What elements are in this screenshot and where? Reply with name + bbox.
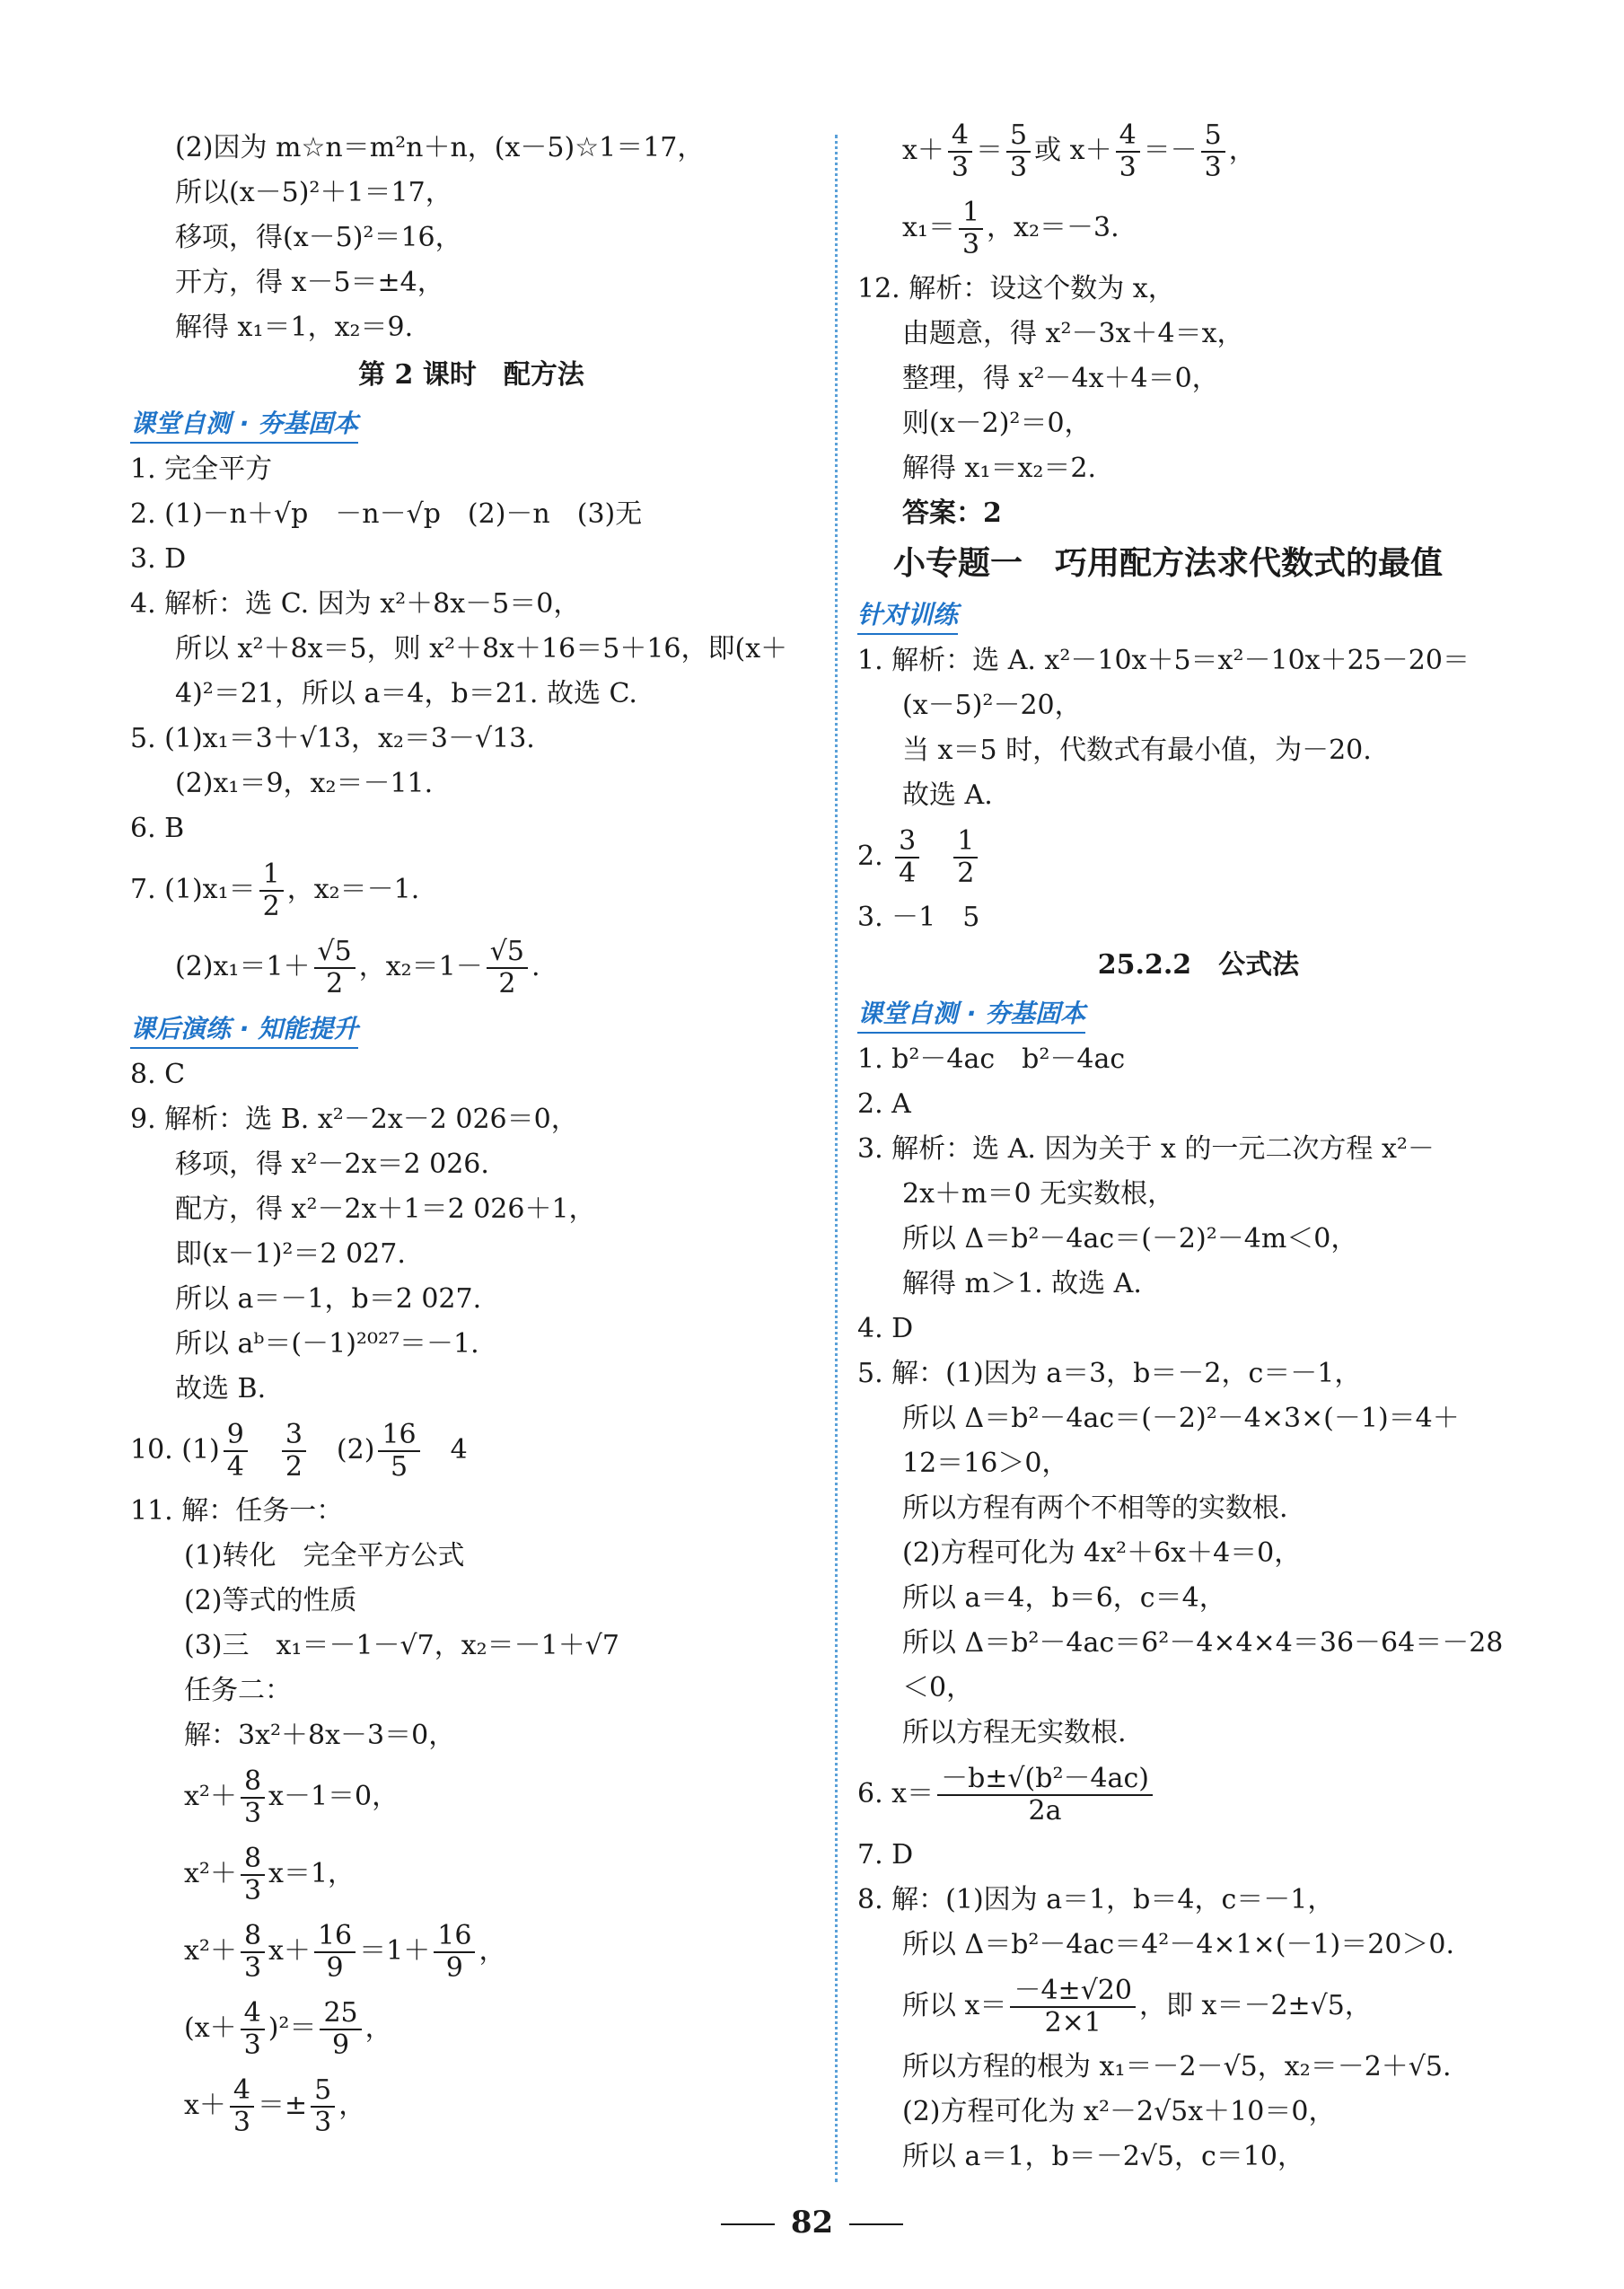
text-line: 所以 x²＋8x＝5，则 x²＋8x＋16＝5＋16，即(x＋ — [175, 633, 788, 665]
text-line: 所以 a＝1，b＝－2√5，c＝10， — [902, 2141, 1304, 2172]
text-line: 7. D — [857, 1839, 914, 1871]
text-line: 解：3x²＋8x－3＝0， — [184, 1720, 456, 1751]
equation-line: (x＋ $\frac{4}{3}$ )²＝ $\frac{25}{9}$ ， — [184, 1997, 392, 2061]
equation-line: x＋ $\frac{4}{3}$ ＝± $\frac{5}{3}$ ， — [184, 2074, 366, 2138]
equation-line: (2)x₁＝1＋ $\frac{√5}{2}$ ，x₂＝1－ $\frac{√5}{2}$ . — [175, 936, 540, 999]
fraction: $\frac{8}{3}$ — [241, 1766, 265, 1829]
equation-line: x＋ $\frac{4}{3}$ ＝ $\frac{5}{3}$ 或 x＋ $\frac{4}{3}$ ＝－ $\frac{5}{3}$ ， — [902, 119, 1256, 183]
text-line: 解得 x₁＝1，x₂＝9. — [175, 312, 414, 343]
equation-line: 2. $\frac{3}{4}$ $\frac{1}{2}$ — [857, 818, 1540, 895]
fraction: $\frac{\text{－b±√(b²－4ac)}}{2a}$ — [937, 1764, 1153, 1827]
text-line: 8. C — [130, 1059, 186, 1090]
text-line: 6. B — [130, 813, 185, 844]
section-heading: 课堂自测 · 夯基固本 — [130, 406, 358, 444]
fraction: $\frac{4}{3}$ — [1116, 120, 1140, 183]
text-line: 所以 Δ＝b²－4ac＝(－2)²－4×3×(－1)＝4＋ — [902, 1403, 1460, 1434]
text-line: 11. 解：任务一： — [130, 1495, 344, 1527]
section-heading: 课堂自测 · 夯基固本 — [857, 996, 1085, 1034]
text-line: 4. 解析：选 C. 因为 x²＋8x－5＝0， — [130, 588, 581, 620]
text-line: 8. 解：(1)因为 a＝1，b＝4，c＝－1， — [857, 1884, 1335, 1915]
fraction: $\frac{√5}{2}$ — [314, 937, 356, 999]
text-line: 1. 完全平方 — [130, 453, 273, 485]
text-line: 开方，得 x－5＝±4， — [175, 267, 444, 298]
text-line: 移项，得(x－5)²＝16， — [175, 222, 462, 253]
text-line: (2)方程可化为 4x²＋6x＋4＝0， — [902, 1537, 1302, 1569]
equation-line: 6. x＝ $\frac{\text{－b±√(b²－4ac)}}{2a}$ — [857, 1756, 1540, 1833]
text-line: 任务二： — [184, 1675, 292, 1706]
equation-line: x²＋ $\frac{8}{3}$ x＝1， — [184, 1843, 356, 1906]
fraction: $\frac{4}{3}$ — [241, 1998, 265, 2061]
fraction: $\frac{5}{3}$ — [1006, 120, 1031, 183]
text-line: 解得 x₁＝x₂＝2. — [902, 453, 1097, 484]
text-line: 整理，得 x²－4x＋4＝0， — [902, 363, 1219, 394]
text-line: 所以方程无实数根. — [902, 1717, 1127, 1748]
text-line: 4. D — [857, 1313, 914, 1344]
fraction: $\frac{1}{2}$ — [953, 826, 978, 889]
text-line: 由题意，得 x²－3x＋4＝x， — [902, 318, 1244, 349]
topic-title: 小专题一 巧用配方法求代数式的最值 — [893, 545, 1444, 582]
page-number-dash-left — [721, 2223, 775, 2225]
text-line: (2)等式的性质 — [184, 1585, 357, 1616]
text-line: (x－5)²－20， — [902, 690, 1082, 721]
page-number-value: 82 — [790, 2205, 834, 2241]
fraction: $\frac{3}{4}$ — [895, 826, 919, 889]
left-column — [130, 126, 812, 2144]
fraction: $\frac{4}{3}$ — [948, 120, 972, 183]
fraction: $\frac{8}{3}$ — [241, 1921, 265, 1984]
text-line: 当 x＝5 时，代数式有最小值，为－20. — [902, 735, 1372, 766]
text-line: 配方，得 x²－2x＋1＝2 026＋1， — [175, 1193, 596, 1225]
text-line: 所以 Δ＝b²－4ac＝6²－4×4×4＝36－64＝－28 — [902, 1627, 1504, 1659]
subsection-title: 25.2.2 公式法 — [1097, 949, 1300, 981]
equation-line: 所以 x＝ $\frac{-4\pm√20}{2\times 1}$ ，即 x＝－2±√5， — [902, 1975, 1372, 2038]
text-line: 3. －1 5 — [857, 902, 980, 933]
text-line: 所以方程的根为 x₁＝－2－√5，x₂＝－2＋√5. — [902, 2051, 1452, 2082]
text-line: 12. 解析：设这个数为 x， — [857, 273, 1175, 304]
text-line: 所以 Δ＝b²－4ac＝(－2)²－4m＜0， — [902, 1223, 1358, 1255]
text-line: (1)转化 完全平方公式 — [184, 1540, 465, 1571]
fraction: $\frac{16}{9}$ — [314, 1921, 356, 1984]
fraction: $\frac{√5}{2}$ — [487, 937, 528, 999]
text-line: 解得 m＞1. 故选 A. — [902, 1268, 1142, 1299]
fraction: $\frac{8}{3}$ — [241, 1844, 265, 1906]
text-line: 所以方程有两个不相等的实数根. — [902, 1492, 1288, 1524]
fraction: $\frac{4}{3}$ — [230, 2075, 254, 2138]
text-line: 2. (1)－n＋√p －n－√p (2)－n (3)无 — [130, 498, 643, 530]
text-line: 1. b²－4ac b²－4ac — [857, 1043, 1126, 1075]
text-line: 故选 B. — [175, 1373, 267, 1404]
column-divider — [835, 135, 838, 2182]
page-number-dash-right — [849, 2223, 903, 2225]
text-line: 12＝16＞0， — [902, 1448, 1069, 1479]
fraction: $\frac{5}{3}$ — [311, 2075, 335, 2138]
text-line: 5. 解：(1)因为 a＝3，b＝－2，c＝－1， — [857, 1358, 1362, 1389]
text-line: ＜0， — [902, 1672, 974, 1704]
text-line: 3. 解析：选 A. 因为关于 x 的一元二次方程 x²－ — [857, 1133, 1435, 1165]
text-line: 9. 解析：选 B. x²－2x－2 026＝0， — [130, 1104, 578, 1135]
text-line: 1. 解析：选 A. x²－10x＋5＝x²－10x＋25－20＝ — [857, 645, 1470, 676]
fraction: $\frac{1}{3}$ — [959, 198, 983, 260]
text-line: (2)x₁＝9，x₂＝－11. — [175, 768, 434, 799]
equation-line: x₁＝ $\frac{1}{3}$ ，x₂＝－3. — [902, 197, 1119, 260]
fraction: $\frac{9}{4}$ — [224, 1420, 248, 1483]
answer-line: 答案：2 — [902, 497, 1002, 529]
page-number — [0, 2205, 1624, 2241]
equation-line: x²＋ $\frac{8}{3}$ x－1＝0， — [184, 1765, 399, 1829]
section-heading: 针对训练 — [857, 597, 958, 635]
text-line: 5. (1)x₁＝3＋√13，x₂＝3－√13. — [130, 723, 535, 754]
fraction: $\frac{25}{9}$ — [320, 1998, 361, 2061]
text-line: (3)三 x₁＝－1－√7，x₂＝－1＋√7 — [184, 1630, 619, 1661]
lesson-title: 第 2 课时 配方法 — [358, 359, 584, 391]
equation-line: 7. (1)x₁＝ $\frac{1}{2}$ ，x₂＝－1. — [130, 858, 420, 922]
text-line: 则(x－2)²＝0， — [902, 408, 1092, 439]
text-line: 所以(x－5)²＋1＝17， — [175, 177, 452, 208]
fraction: $\frac{1}{2}$ — [259, 859, 284, 922]
fraction: $\frac{3}{2}$ — [282, 1420, 306, 1483]
text-line: 2. A — [857, 1088, 911, 1120]
text-line: (2)因为 m☆n＝m²n＋n，(x－5)☆1＝17， — [175, 132, 705, 163]
fraction: $\frac{16}{9}$ — [434, 1921, 475, 1984]
section-heading: 课后演练 · 知能提升 — [130, 1011, 358, 1049]
text-line: 所以 aᵇ＝(－1)²⁰²⁷＝－1. — [175, 1328, 479, 1360]
text-line: 3. D — [130, 543, 187, 575]
text-line: 2x＋m＝0 无实数根， — [902, 1178, 1175, 1210]
text-line: 所以 a＝－1，b＝2 027. — [175, 1283, 482, 1315]
fraction: $\frac{16}{5}$ — [378, 1420, 419, 1483]
fraction: $\frac{5}{3}$ — [1201, 120, 1225, 183]
right-column — [857, 112, 1540, 2179]
equation-line: x²＋ $\frac{8}{3}$ x＋ $\frac{16}{9}$ ＝1＋ $\frac{16}{9}$ ， — [184, 1920, 506, 1984]
text-line: 所以 Δ＝b²－4ac＝4²－4×1×(－1)＝20＞0. — [902, 1929, 1455, 1960]
equation-line: 10. (1) $\frac{9}{4}$ $\frac{3}{2}$ (2) $\frac{16}{5}$ 4 — [130, 1419, 468, 1483]
text-line: 4)²＝21，所以 a＝4，b＝21. 故选 C. — [175, 678, 637, 709]
text-line: 所以 a＝4，b＝6，c＝4， — [902, 1582, 1226, 1614]
text-line: 移项，得 x²－2x＝2 026. — [175, 1149, 489, 1180]
text-line: 即(x－1)²＝2 027. — [175, 1238, 406, 1270]
text-line: 故选 A. — [902, 779, 993, 811]
text-line: (2)方程可化为 x²－2√5x＋10＝0， — [902, 2096, 1336, 2127]
fraction: $\frac{-4\pm√20}{2\times 1}$ — [1010, 1976, 1136, 2038]
